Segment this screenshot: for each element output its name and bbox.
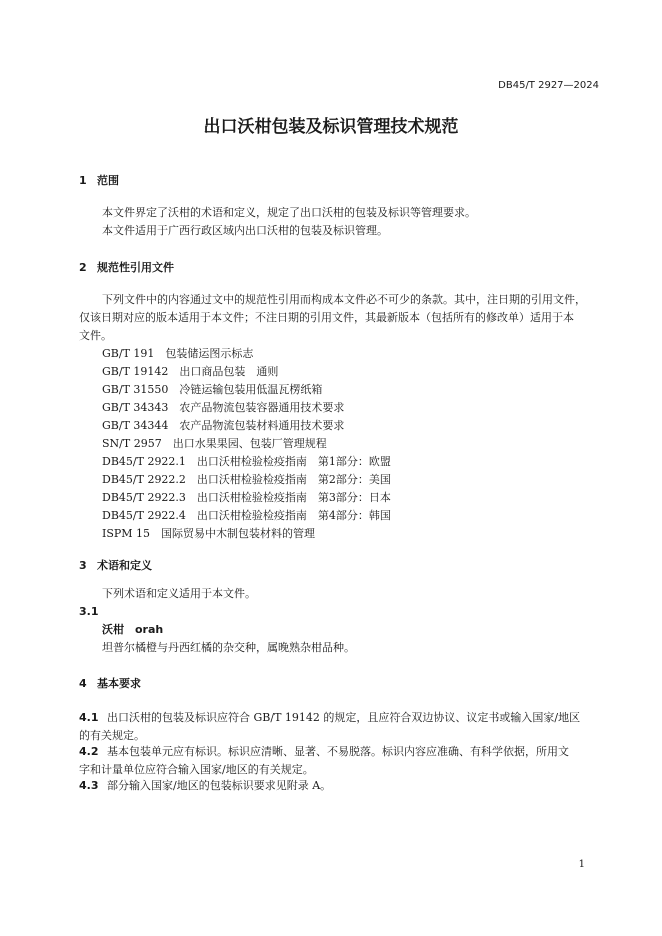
clause-line: 字和计量单位应符合输入国家/地区的有关规定。 (79, 763, 314, 776)
clause-4-3 (79, 777, 331, 795)
clause-number: 4.2 (79, 745, 99, 758)
section-1-heading (79, 172, 119, 188)
section-2-heading (79, 259, 174, 275)
section-title: 基本要求 (97, 677, 141, 690)
section-3-heading (79, 557, 152, 573)
paragraph-line: 文件。 (79, 329, 112, 342)
reference-item: DB45/T 2922.4 出口沃柑检验检疫指南 第4部分：韩国 (102, 509, 391, 522)
term-definition: 坦普尔橘橙与丹西红橘的杂交种，属晚熟杂柑品种。 (102, 641, 355, 654)
section-number: 1 (79, 174, 87, 187)
paragraph: 下列术语和定义适用于本文件。 (102, 587, 256, 600)
clause-line: 基本包装单元应有标识。标识应清晰、显著、不易脱落。标识内容应准确、有科学依据，所用文 (107, 745, 569, 758)
section-title: 规范性引用文件 (97, 261, 174, 274)
term-entry: 沃柑 orah (102, 623, 164, 636)
section-number: 2 (79, 261, 87, 274)
term-number: 3.1 (79, 605, 99, 618)
paragraph: 本文件适用于广西行政区域内出口沃柑的包装及标识管理。 (102, 224, 388, 237)
reference-item: GB/T 34343 农产品物流包装容器通用技术要求 (102, 401, 345, 414)
clause-number: 4.1 (79, 711, 99, 724)
section-number: 4 (79, 677, 87, 690)
section-title: 范围 (97, 174, 119, 187)
paragraph: 本文件界定了沃柑的术语和定义，规定了出口沃柑的包装及标识等管理要求。 (102, 206, 476, 219)
reference-item: DB45/T 2922.3 出口沃柑检验检疫指南 第3部分：日本 (102, 491, 391, 504)
paragraph-line: 仅该日期对应的版本适用于本文件；不注日期的引用文件，其最新版本（包括所有的修改单）适用于本 (79, 311, 574, 324)
clause-4-1 (79, 709, 580, 727)
clause-line: 部分输入国家/地区的包装标识要求见附录 A。 (107, 779, 332, 792)
reference-item: GB/T 19142 出口商品包装 通则 (102, 365, 279, 378)
page-number: 1 (578, 859, 585, 870)
document-title: 出口沃柑包装及标识管理技术规范 (203, 117, 459, 137)
section-4-heading (79, 675, 141, 691)
standard-code: DB45/T 2927—2024 (498, 80, 599, 91)
reference-item: GB/T 31550 冷链运输包装用低温瓦楞纸箱 (102, 383, 323, 396)
reference-item: DB45/T 2922.2 出口沃柑检验检疫指南 第2部分：美国 (102, 473, 391, 486)
clause-number: 4.3 (79, 779, 99, 792)
reference-item: ISPM 15 国际贸易中木制包装材料的管理 (102, 527, 316, 540)
reference-item: GB/T 191 包装储运图示标志 (102, 347, 254, 360)
reference-item: SN/T 2957 出口水果果园、包装厂管理规程 (102, 437, 327, 450)
reference-item: DB45/T 2922.1 出口沃柑检验检疫指南 第1部分：欧盟 (102, 455, 391, 468)
section-title: 术语和定义 (97, 559, 152, 572)
clause-line: 的有关规定。 (79, 729, 145, 742)
clause-4-2 (79, 743, 569, 761)
reference-item: GB/T 34344 农产品物流包装材料通用技术要求 (102, 419, 345, 432)
section-number: 3 (79, 559, 87, 572)
clause-line: 出口沃柑的包装及标识应符合 GB/T 19142 的规定，且应符合双边协议、议定书或输入国家/地区 (107, 711, 581, 724)
paragraph-line: 下列文件中的内容通过文中的规范性引用而构成本文件必不可少的条款。其中，注日期的引用文件， (102, 293, 586, 306)
